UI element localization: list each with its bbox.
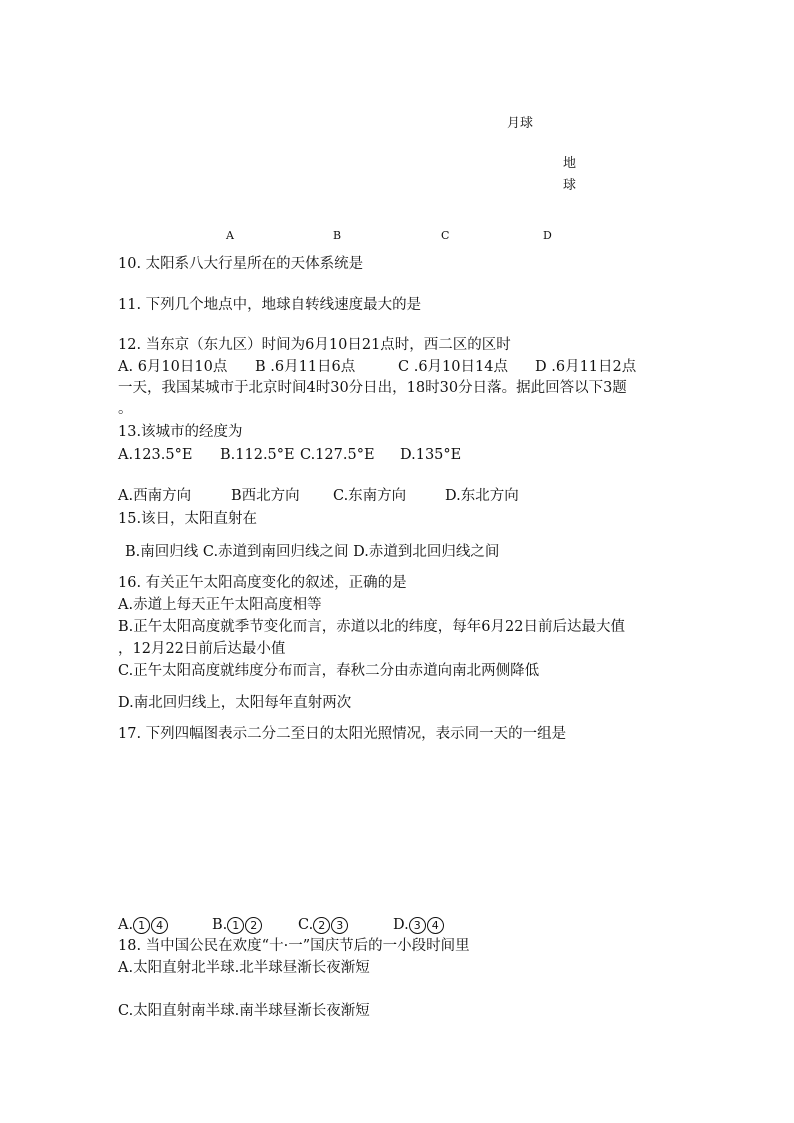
question-18: 18. 当中国公民在欢度“十·一”国庆节后的一小段时间里 — [118, 938, 470, 954]
question-18-option-c: C.太阳直射南半球.南半球昼渐长夜渐短 — [118, 1003, 370, 1019]
question-13-option-a: A.123.5°E — [118, 447, 193, 463]
earth-label-bottom: 球 — [563, 178, 577, 193]
figure-option-a: A — [226, 229, 234, 242]
question-14-option-b: B西北方向 — [231, 488, 300, 504]
question-17-option-d: D. 3 4 — [393, 917, 445, 934]
earth-label-top: 地 — [563, 156, 577, 171]
question-12-option-b: B .6月11日6点 — [255, 359, 356, 375]
question-15-options: B.南回归线 C.赤道到南回归线之间 D.赤道到北回归线之间 — [125, 544, 500, 560]
question-17-option-c: C. 2 3 — [298, 917, 349, 934]
question-17: 17. 下列四幅图表示二分二至日的太阳光照情况，表示同一天的一组是 — [118, 726, 567, 742]
moon-label: 月球 — [507, 116, 534, 131]
question-16-option-d: D.南北回归线上，太阳每年直射两次 — [118, 695, 352, 711]
question-12: 12. 当东京（东九区）时间为6月10日21点时，西二区的区时 — [118, 337, 511, 353]
question-12-option-a: A. 6月10日10点 — [118, 359, 228, 375]
question-12-option-d: D .6月11日2点 — [535, 359, 637, 375]
figure-option-b: B — [333, 229, 342, 242]
question-14-option-c: C.东南方向 — [333, 488, 407, 504]
question-13-option-c: C.127.5°E — [300, 447, 375, 463]
question-18-option-a: A.太阳直射北半球.北半球昼渐长夜渐短 — [118, 960, 370, 976]
question-10: 10. 太阳系八大行星所在的天体系统是 — [118, 256, 364, 272]
question-14-option-a: A.西南方向 — [118, 488, 192, 504]
question-11: 11. 下列几个地点中，地球自转线速度最大的是 — [118, 297, 422, 313]
question-12-option-c: C .6月10日14点 — [398, 359, 508, 375]
question-15: 15.该日，太阳直射在 — [118, 511, 258, 527]
passage-line-2: 。 — [118, 401, 133, 417]
passage-line-1: 一天，我国某城市于北京时间4时30分日出，18时30分日落。据此回答以下3题 — [118, 380, 627, 396]
question-13-option-d: D.135°E — [400, 447, 462, 463]
figure-option-d: D — [543, 229, 552, 242]
question-16: 16. 有关正午太阳高度变化的叙述，正确的是 — [118, 575, 407, 591]
question-17-option-a: A. 1 4 — [118, 917, 169, 934]
question-13-option-b: B.112.5°E — [220, 447, 295, 463]
question-16-option-b-line-1: B.正午太阳高度就季节变化而言，赤道以北的纬度，每年6月22日前后达最大值 — [118, 619, 625, 635]
question-16-option-c: C.正午太阳高度就纬度分布而言，春秋二分由赤道向南北两侧降低 — [118, 663, 540, 679]
question-16-option-a: A.赤道上每天正午太阳高度相等 — [118, 597, 322, 613]
question-14-option-d: D.东北方向 — [445, 488, 519, 504]
question-16-option-b-line-2: ，12月22日前后达最小值 — [118, 641, 286, 657]
question-13: 13.该城市的经度为 — [118, 424, 243, 440]
question-17-option-b: B. 1 2 — [212, 917, 263, 934]
figure-option-c: C — [441, 229, 450, 242]
